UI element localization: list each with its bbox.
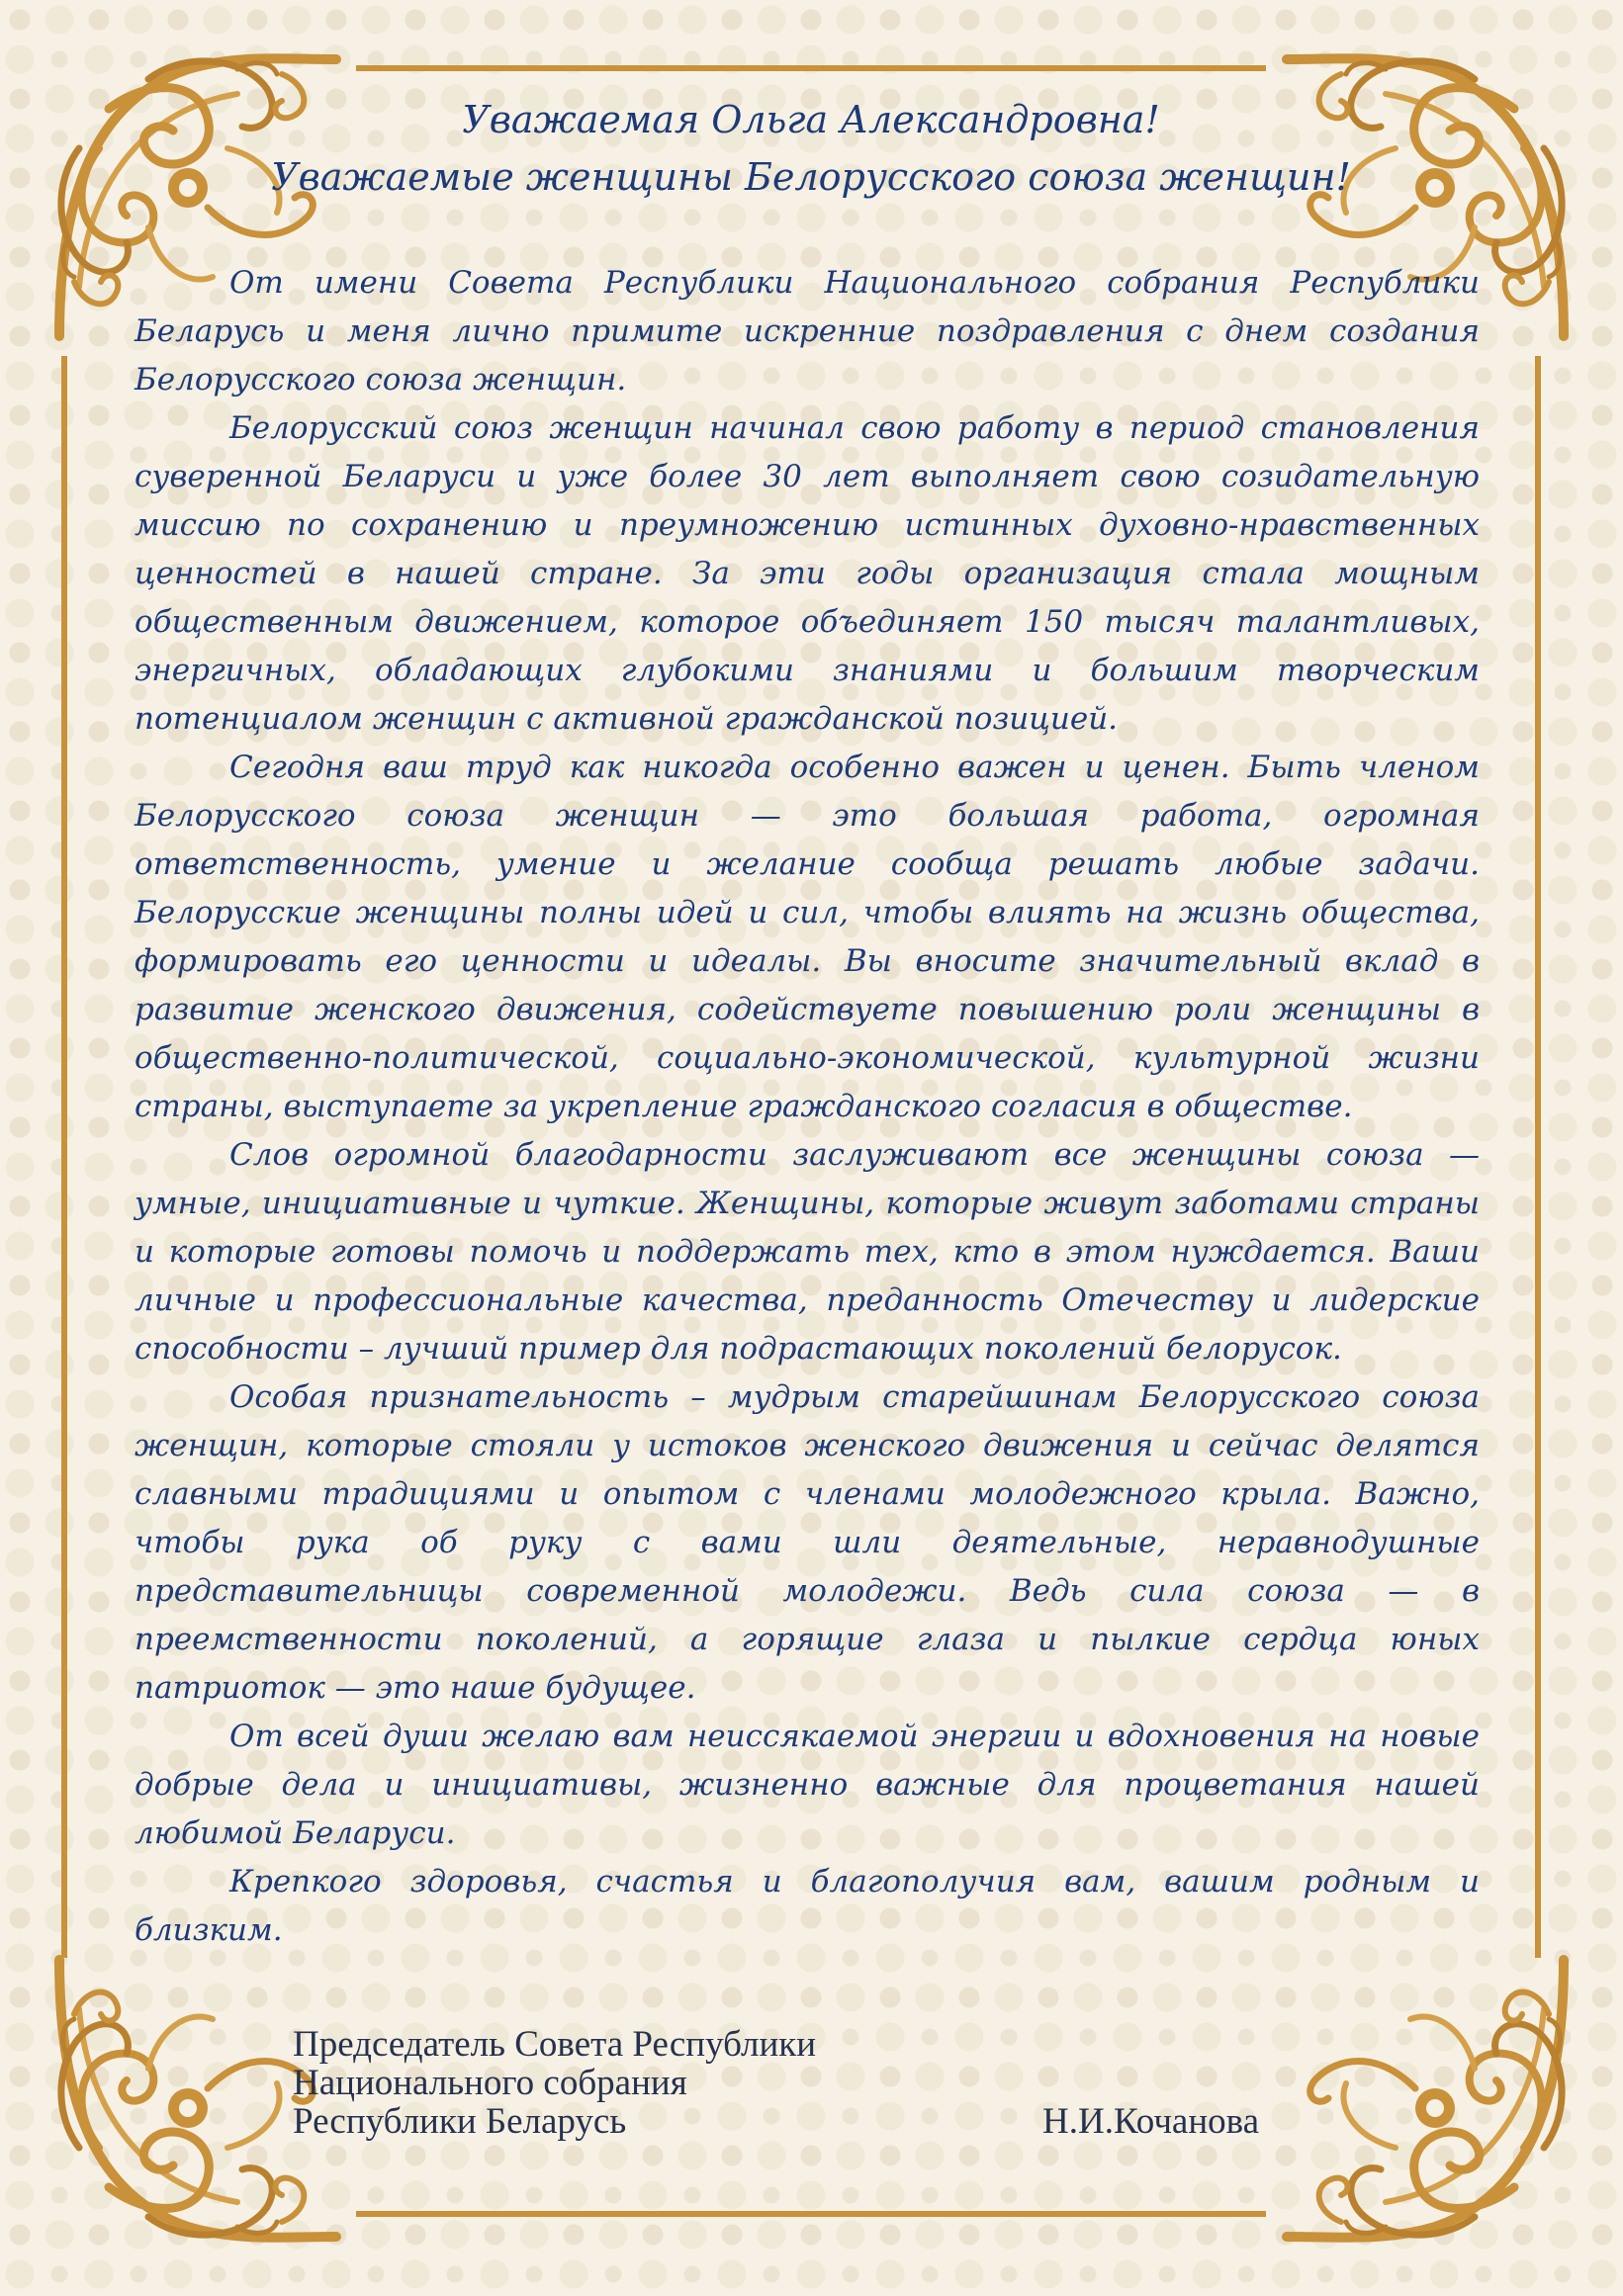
salutation [158,91,1464,206]
letter-paragraph: Слов огромной благодарности заслуживают все женщины союза — умные, инициативные и чуткие. Женщины, которые живут заботами страны и которые готовы помочь и поддержать тех, кто в этом нуждается. Ваши личные и профессиональные качества, преданность Отечеству и лидерские способности – лучший пример для подрастающих поколений белорусок. [135,1137,1480,1367]
signatory-title-line: Республики Беларусь [293,2101,627,2142]
letter-body [135,259,1480,1955]
letter-paragraph: Белорусский союз женщин начинал свою работу в период становления суверенной Беларуси и уже более 30 лет выполняет свою созидательную миссию по сохранению и преумножению истинных духовно-нравственных ценностей в нашей стране. За эти годы организация стала мощным общественным движением, которое объединяет 150 тысяч талантливых, энергичных, обладающих глубокими знаниями и большим творческим потенциалом женщин с активной гражданской позицией. [135,410,1480,737]
salutation-line: Уважаемые женщины Белорусского союза женщин! [271,155,1351,199]
signatory-title-line: Национального собрания [293,2063,687,2103]
signatory-name: Н.И.Кочанова [1042,2101,1260,2142]
frame-bottom-border [356,2211,1266,2217]
signatory-title-line: Председатель Совета Республики [293,2024,817,2065]
frame-right-border [1535,356,1541,1958]
letter-paragraph: От имени Совета Республики Национального собрания Республики Беларусь и меня лично примите искренние поздравления с днем создания Белорусского союза женщин. [135,265,1480,397]
letter-paragraph: Крепкого здоровья, счастья и благополучия вам, вашим родным и близким. [135,1864,1480,1948]
frame-top-border [356,65,1266,71]
frame-left-border [61,356,67,1958]
letter-paragraph: Особая признательность – мудрым старейшинам Белорусского союза женщин, которые стояли у истоков женского движения и сейчас делятся славными традициями и опытом с членами молодежного крыла. Важно, чтобы рука об руку с вами шли деятельные, неравнодушные представительницы современной молодежи. Ведь сила союза — в преемственности поколений, а горящие глаза и пылкие сердца юных патриоток — это наше будущее. [135,1379,1480,1706]
letter-paragraph: От всей души желаю вам неиссякаемой энергии и вдохновения на новые добрые дела и инициативы, жизненно важные для процветания нашей любимой Беларуси. [135,1719,1480,1851]
letter-paragraph: Сегодня ваш труд как никогда особенно важен и ценен. Быть членом Белорусского союза женщин — это большая работа, огромная ответственность, умение и желание сообща решать любые задачи. Белорусские женщины полны идей и сил, чтобы влиять на жизнь общества, формировать его ценности и идеалы. Вы вносите значительный вклад в развитие женского движения, содействуете повышению роли женщины в общественно-политической, социально-экономической, культурной жизни страны, выступаете за укрепление гражданского согласия в обществе. [135,750,1480,1124]
salutation-line: Уважаемая Ольга Александровна! [462,98,1160,141]
signature-block [293,2025,1321,2141]
